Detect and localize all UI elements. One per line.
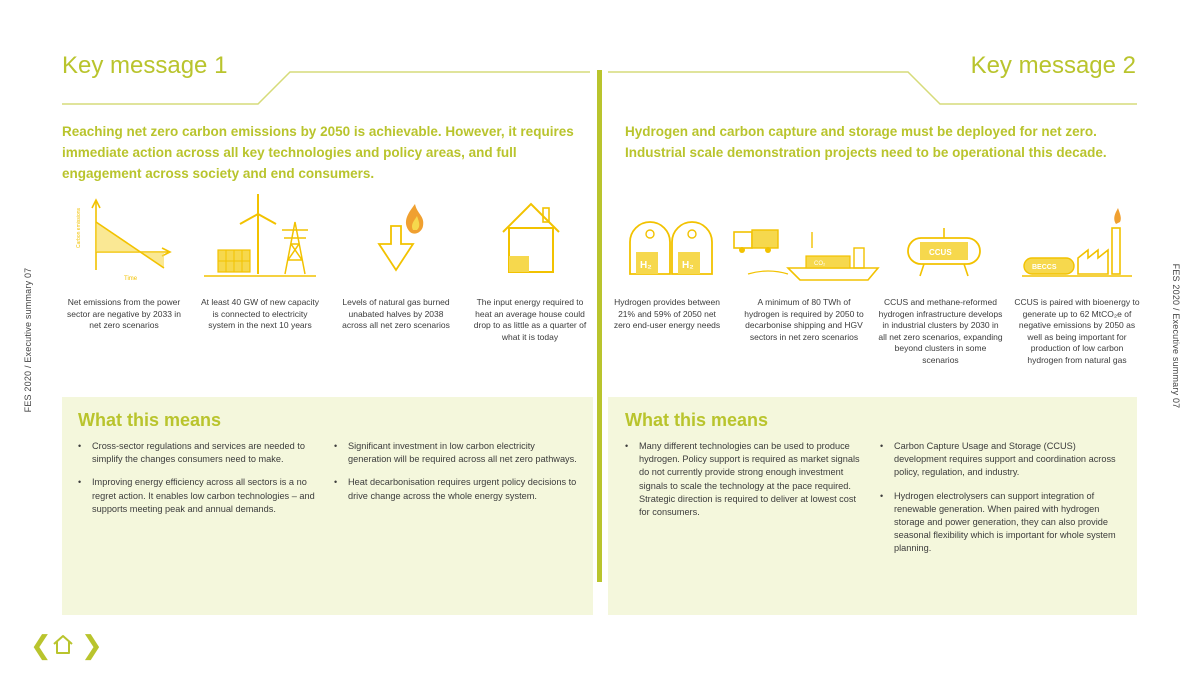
house-icon [497, 192, 567, 282]
side-label-right: FES 2020 / Executive summary 07 [1171, 263, 1181, 409]
key-message-1-title: Key message 1 [62, 52, 228, 79]
emissions-chart-icon [68, 192, 178, 287]
chart-x-label: Time [124, 276, 138, 282]
caption-heating: The input energy required to heat an average house could drop to as little as a quarter of what it is today [473, 297, 587, 342]
h2-label-1: H₂ [640, 260, 652, 271]
what-this-means-title-left: What this means [78, 410, 222, 430]
ccus-tank-icon [900, 192, 990, 282]
shipping-hgv-icon [728, 192, 888, 282]
key-message-2-title: Key message 2 [970, 52, 1136, 79]
caption-new-capacity: At least 40 GW of new capacity is connected to electricity system in the next 10 years [200, 297, 320, 330]
hydrogen-tanks-icon [620, 192, 720, 282]
list-item: • Improving energy efficiency across all sectors is a no regret action. It enables low carbon technologies – and supports meeting peak and annual demands. [78, 476, 323, 516]
h2-label-2: H₂ [682, 260, 694, 271]
beccs-factory-icon [1020, 192, 1135, 282]
ship-label: CO₂ [814, 261, 826, 267]
what-this-means-title-right: What this means [625, 410, 769, 430]
gas-decrease-icon [365, 192, 435, 282]
renewables-icon [200, 192, 320, 282]
ccus-label: CCUS [929, 248, 952, 257]
caption-natural-gas: Levels of natural gas burned unabated halves by 2038 across all net zero scenarios [342, 297, 450, 330]
bullets-right-col1 [625, 440, 865, 529]
bullets-left-col1 [78, 440, 323, 526]
list-item: • Significant investment in low carbon electricity generation will be required across all net zero pathways. [334, 440, 579, 466]
bullets-right-col2 [880, 440, 1120, 566]
key-message-2-lead: Hydrogen and carbon capture and storage must be deployed for net zero. Industrial scale demonstration projects need to be operational this decade. [625, 124, 1107, 160]
list-item: • Many different technologies can be used to produce hydrogen. Policy support is required as market signals do not currently provide strong enough investment signals to scale the technology at the pace required. Strategic direction is required to deliver at lowest cost for consumers. [625, 440, 865, 519]
prev-page-button[interactable]: ❮ [30, 630, 52, 660]
list-item: • Hydrogen electrolysers can support integration of renewable generation. When paired with hydrogen storage and power generation, they can also provide seasonal flexibility which is important for whole system planning. [880, 490, 1120, 556]
caption-hydrogen-share: Hydrogen provides between 21% and 59% of 2050 net zero end-user energy needs [613, 297, 721, 330]
caption-beccs: CCUS is paired with bioenergy to generate up to 62 MtCO₂e of negative emissions by 2050 as well as being important for production of low carbon hydrogen from natural gas [1014, 297, 1140, 365]
beccs-label: BECCS [1032, 264, 1057, 271]
caption-net-emissions: Net emissions from the power sector are negative by 2033 in net zero scenarios [67, 297, 181, 330]
list-item: • Carbon Capture Usage and Storage (CCUS) development requires support and coordination across policy, regulation, and industry. [880, 440, 1120, 480]
key-message-1-lead: Reaching net zero carbon emissions by 2050 is achievable. However, it requires immediate action across all key technologies and policy areas, and full engagement across society and end consumers. [62, 124, 574, 181]
next-page-button[interactable]: ❯ [81, 630, 103, 660]
list-item: • Heat decarbonisation requires urgent policy decisions to drive change across the whole energy system. [334, 476, 579, 502]
caption-hydrogen-twh: A minimum of 80 TWh of hydrogen is required by 2050 to decarbonise shipping and HGV sectors in net zero scenarios [744, 297, 864, 342]
bullets-left-col2 [334, 440, 579, 513]
caption-ccus-clusters: CCUS and methane-reformed hydrogen infrastructure develops in industrial clusters by 2030 in all net zero scenarios, expanding beyond clusters in some scenarios [878, 297, 1003, 365]
home-icon[interactable] [51, 632, 75, 656]
chart-y-label: Carbon emissions [76, 207, 82, 248]
list-item: • Cross-sector regulations and services are needed to simplify the changes consumers need to make. [78, 440, 323, 466]
side-label-left: FES 2020 / Executive summary 07 [23, 267, 33, 413]
center-divider [597, 70, 602, 582]
